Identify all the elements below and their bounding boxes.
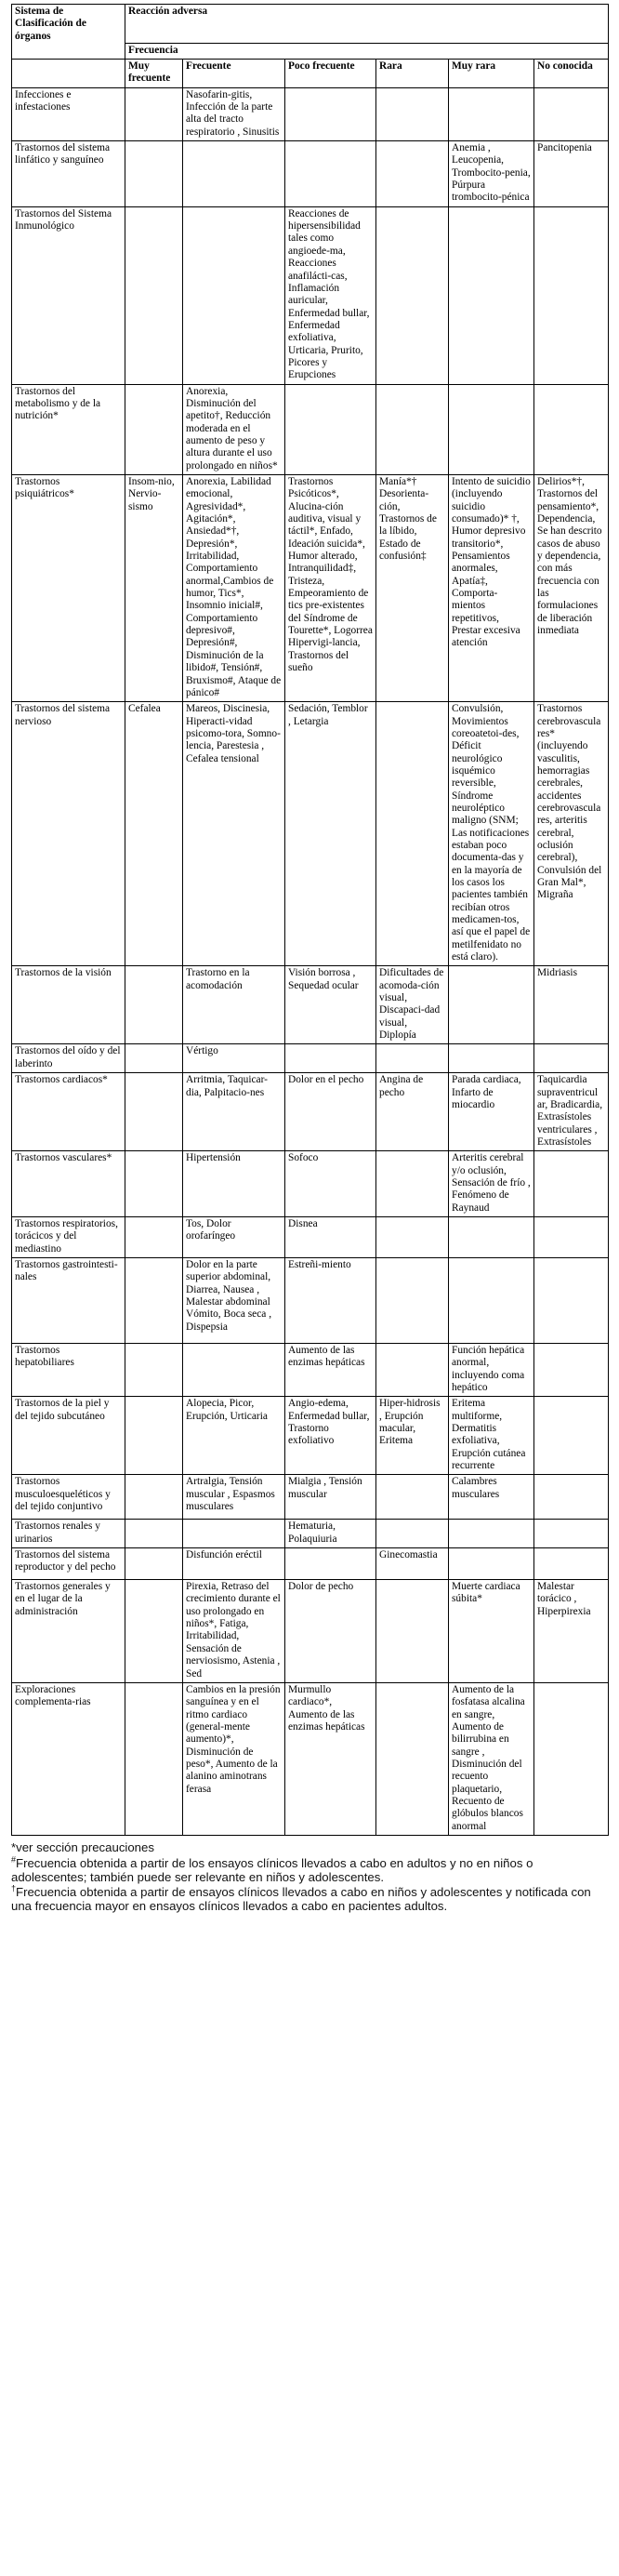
- cell-frecuente: Anorexia, Disminución del apetito†, Reducción moderada en el aumento de peso y altura durante el uso prolongado en niños*: [183, 384, 285, 474]
- cell-no-conocida: [534, 1343, 609, 1396]
- cell-muy-frecuente: [125, 1548, 183, 1580]
- table-row: [12, 1475, 609, 1520]
- cell-muy-rara: Intento de suicidio (incluyendo suicidio consumado)* †, Humor depresivo transitorio*, Pensamientos anormales, Apatía‡, Comporta-mientos repetitivos, Prestar excesiva atención: [449, 475, 534, 702]
- cell-frecuente: Dolor en la parte superior abdominal, Diarrea, Nausea , Malestar abdominal Vómito, Boca seca , Dispepsia: [183, 1257, 285, 1343]
- cell-frecuente: [183, 1343, 285, 1396]
- cell-no-conocida: [534, 87, 609, 140]
- table-row: [12, 475, 609, 702]
- cell-poco-frecuente: Murmullo cardiaco*, Aumento de las enzimas hepáticas: [285, 1682, 376, 1835]
- cell-poco-frecuente: Disnea: [285, 1216, 376, 1257]
- cell-muy-rara: [449, 206, 534, 384]
- table-body: [12, 87, 609, 1835]
- table-row: [12, 1520, 609, 1548]
- cell-muy-frecuente: [125, 1151, 183, 1217]
- cell-no-conocida: [534, 1044, 609, 1073]
- cell-no-conocida: Midriasis: [534, 966, 609, 1044]
- cell-no-conocida: [534, 1257, 609, 1343]
- cell-frecuente: Disfunción eréctil: [183, 1548, 285, 1580]
- cell-poco-frecuente: Angio-edema, Enfermedad bullar, Trastorno exfoliativo: [285, 1397, 376, 1475]
- cell-poco-frecuente: [285, 141, 376, 207]
- cell-no-conocida: [534, 1475, 609, 1520]
- cell-no-conocida: [534, 1151, 609, 1217]
- header-col-rara: Rara: [376, 60, 449, 88]
- cell-muy-rara: [449, 1520, 534, 1548]
- table-row: [12, 384, 609, 474]
- cell-poco-frecuente: Dolor en el pecho: [285, 1073, 376, 1151]
- cell-poco-frecuente: Aumento de las enzimas hepáticas: [285, 1343, 376, 1396]
- header-soc: Sistema de Clasificación de órganos: [12, 5, 125, 60]
- organ-class-cell: Trastornos vasculares*: [12, 1151, 125, 1217]
- cell-muy-frecuente: [125, 206, 183, 384]
- cell-muy-rara: Parada cardiaca, Infarto de miocardio: [449, 1073, 534, 1151]
- footnote-adultos: [11, 1854, 608, 1885]
- cell-rara: [376, 1343, 449, 1396]
- cell-muy-rara: Convulsión, Movimientos coreoatetoi-des, Déficit neurológico isquémico reversible, Síndrome neuroléptico maligno (SNM; Las notificaciones estaban poco documenta-das y en la mayoría de los casos los pacientes también recibían otros medicamen-tos, así que el papel de metilfenidato no está claro).: [449, 702, 534, 966]
- cell-no-conocida: [534, 1682, 609, 1835]
- organ-class-cell: Trastornos hepatobiliares: [12, 1343, 125, 1396]
- cell-poco-frecuente: [285, 384, 376, 474]
- cell-muy-rara: Eritema multiforme, Dermatitis exfoliativa, Erupción cutánea recurrente: [449, 1397, 534, 1475]
- cell-muy-frecuente: [125, 141, 183, 207]
- table-row: [12, 1216, 609, 1257]
- header-col-no-conocida: No conocida: [534, 60, 609, 88]
- organ-class-cell: Trastornos renales y urinarios: [12, 1520, 125, 1548]
- header-empty: [12, 60, 125, 88]
- cell-muy-frecuente: [125, 1580, 183, 1683]
- table-row: [12, 1580, 609, 1683]
- header-frequency: Frecuencia: [125, 43, 609, 59]
- cell-rara: [376, 384, 449, 474]
- cell-muy-frecuente: [125, 384, 183, 474]
- cell-frecuente: Pirexia, Retraso del crecimiento durante el uso prolongado en niños*, Fatiga, Irritabilidad, Sensación de nerviosismo, Astenia , Sed: [183, 1580, 285, 1683]
- header-reaction: Reacción adversa: [125, 5, 609, 44]
- cell-muy-frecuente: [125, 1257, 183, 1343]
- cell-frecuente: [183, 1520, 285, 1548]
- cell-muy-frecuente: [125, 1216, 183, 1257]
- cell-no-conocida: Pancitopenia: [534, 141, 609, 207]
- cell-muy-rara: Anemia , Leucopenia, Trombocito-penia, Púrpura trombocito-pénica: [449, 141, 534, 207]
- cell-frecuente: Alopecia, Picor, Erupción, Urticaria: [183, 1397, 285, 1475]
- organ-class-cell: Trastornos de la visión: [12, 966, 125, 1044]
- cell-muy-rara: [449, 1548, 534, 1580]
- footnote-ninos-text: Frecuencia obtenida a partir de ensayos clínicos llevados a cabo en niños y adolescentes y notificada con una frecuencia mayor en ensayos clínicos llevados a cabo en pacientes adultos.: [11, 1885, 591, 1914]
- cell-rara: Ginecomastia: [376, 1548, 449, 1580]
- cell-frecuente: Hipertensión: [183, 1151, 285, 1217]
- table-row: [12, 206, 609, 384]
- cell-rara: Angina de pecho: [376, 1073, 449, 1151]
- cell-muy-rara: [449, 87, 534, 140]
- header-col-poco-frecuente: Poco frecuente: [285, 60, 376, 88]
- table-row: [12, 1682, 609, 1835]
- footnote-dagger-mark: †: [11, 1883, 17, 1893]
- cell-frecuente: Cambios en la presión sanguínea y en el ritmo cardiaco (general-mente aumento)*, Disminución de peso*, Aumento de la alanino aminotrans ferasa: [183, 1682, 285, 1835]
- organ-class-cell: Trastornos gastrointesti-nales: [12, 1257, 125, 1343]
- cell-muy-rara: Arteritis cerebral y/o oclusión, Sensación de frío , Fenómeno de Raynaud: [449, 1151, 534, 1217]
- cell-rara: Dificultades de acomoda-ción visual, Discapaci-dad visual, Diplopía: [376, 966, 449, 1044]
- header-col-muy-frecuente: Muy frecuente: [125, 60, 183, 88]
- cell-rara: [376, 141, 449, 207]
- table-row: [12, 1397, 609, 1475]
- cell-muy-rara: Función hepática anormal, incluyendo coma hepático: [449, 1343, 534, 1396]
- cell-muy-frecuente: [125, 966, 183, 1044]
- cell-frecuente: Mareos, Discinesia, Hiperacti-vidad psicomo-tora, Somno-lencia, Parestesia , Cefalea tensional: [183, 702, 285, 966]
- organ-class-cell: Exploraciones complementa-rias: [12, 1682, 125, 1835]
- cell-muy-frecuente: Cefalea: [125, 702, 183, 966]
- header-col-muy-rara: Muy rara: [449, 60, 534, 88]
- cell-rara: [376, 206, 449, 384]
- table-row: [12, 702, 609, 966]
- cell-poco-frecuente: [285, 87, 376, 140]
- table-row: [12, 1073, 609, 1151]
- cell-no-conocida: [534, 1397, 609, 1475]
- cell-rara: [376, 1475, 449, 1520]
- footnotes: [11, 1841, 608, 1914]
- footnote-ninos: [11, 1883, 608, 1914]
- cell-no-conocida: Malestar torácico , Hiperpirexia: [534, 1580, 609, 1683]
- organ-class-cell: Trastornos musculoesqueléticos y del tejido conjuntivo: [12, 1475, 125, 1520]
- cell-muy-frecuente: Insom-nio, Nervio-sismo: [125, 475, 183, 702]
- cell-poco-frecuente: Reacciones de hipersensibilidad tales como angioede-ma, Reacciones anafilácti-cas, Inflamación auricular, Enfermedad bullar, Enfermedad exfoliativa, Urticaria, Prurito, Picores y Erupciones: [285, 206, 376, 384]
- cell-rara: [376, 702, 449, 966]
- cell-muy-frecuente: [125, 1475, 183, 1520]
- organ-class-cell: Trastornos respiratorios, torácicos y del mediastino: [12, 1216, 125, 1257]
- cell-muy-rara: [449, 1216, 534, 1257]
- cell-rara: [376, 1257, 449, 1343]
- table-row: [12, 87, 609, 140]
- cell-frecuente: Anorexia, Labilidad emocional, Agresividad*, Agitación*, Ansiedad*†, Depresión*, Irritabilidad, Comportamiento anormal,Cambios de humor, Tics*, Insomnio inicial#, Comportamiento depresivo#, Depresión#, Disminución de la libido#, Tensión#, Bruxismo#, Ataque de pánico#: [183, 475, 285, 702]
- table-row: [12, 141, 609, 207]
- cell-rara: [376, 1520, 449, 1548]
- adverse-reactions-table: [11, 4, 609, 1836]
- cell-poco-frecuente: Hematuria, Polaquiuria: [285, 1520, 376, 1548]
- table-row: [12, 1257, 609, 1343]
- cell-no-conocida: Trastornos cerebrovascula res* (incluyendo vasculitis, hemorragias cerebrales, accidentes cerebrovascula res, arteritis cerebral, oclusión cerebral), Convulsión del Gran Mal*, Migraña: [534, 702, 609, 966]
- cell-rara: [376, 1580, 449, 1683]
- cell-muy-rara: Muerte cardiaca súbita*: [449, 1580, 534, 1683]
- cell-muy-rara: [449, 1044, 534, 1073]
- cell-muy-frecuente: [125, 1397, 183, 1475]
- cell-muy-rara: [449, 966, 534, 1044]
- organ-class-cell: Trastornos del metabolismo y de la nutrición*: [12, 384, 125, 474]
- cell-poco-frecuente: Mialgia , Tensión muscular: [285, 1475, 376, 1520]
- cell-rara: [376, 1682, 449, 1835]
- cell-muy-frecuente: [125, 1073, 183, 1151]
- cell-no-conocida: [534, 1548, 609, 1580]
- cell-no-conocida: [534, 206, 609, 384]
- cell-frecuente: Nasofarin-gitis, Infección de la parte alta del tracto respiratorio , Sinusitis: [183, 87, 285, 140]
- cell-no-conocida: Delirios*†, Trastornos del pensamiento*, Dependencia, Se han descrito casos de abuso y dependencia, con más frecuencia con las formulaciones de liberación inmediata: [534, 475, 609, 702]
- cell-muy-rara: Calambres musculares: [449, 1475, 534, 1520]
- organ-class-cell: Trastornos del Sistema Inmunológico: [12, 206, 125, 384]
- cell-poco-frecuente: [285, 1044, 376, 1073]
- cell-muy-frecuente: [125, 87, 183, 140]
- table-row: [12, 966, 609, 1044]
- cell-poco-frecuente: Dolor de pecho: [285, 1580, 376, 1683]
- cell-poco-frecuente: Sedación, Temblor , Letargia: [285, 702, 376, 966]
- header-columns-row: [12, 60, 609, 88]
- cell-frecuente: Vértigo: [183, 1044, 285, 1073]
- organ-class-cell: Trastornos del sistema nervioso: [12, 702, 125, 966]
- cell-no-conocida: [534, 1520, 609, 1548]
- organ-class-cell: Trastornos generales y en el lugar de la administración: [12, 1580, 125, 1683]
- table-row: [12, 1548, 609, 1580]
- cell-muy-frecuente: [125, 1343, 183, 1396]
- footnote-adultos-text: Frecuencia obtenida a partir de los ensayos clínicos llevados a cabo en adultos y no en niños o adolescentes; también puede ser relevante en niños y adolescentes.: [11, 1855, 533, 1884]
- cell-frecuente: [183, 141, 285, 207]
- cell-poco-frecuente: Sofoco: [285, 1151, 376, 1217]
- cell-no-conocida: Taquicardia supraventricul ar, Bradicardia, Extrasístoles ventriculares , Extrasístoles: [534, 1073, 609, 1151]
- cell-poco-frecuente: Visión borrosa , Sequedad ocular: [285, 966, 376, 1044]
- organ-class-cell: Infecciones e infestaciones: [12, 87, 125, 140]
- organ-class-cell: Trastornos cardiacos*: [12, 1073, 125, 1151]
- table-row: [12, 1151, 609, 1217]
- organ-class-cell: Trastornos psiquiátricos*: [12, 475, 125, 702]
- cell-frecuente: Tos, Dolor orofaríngeo: [183, 1216, 285, 1257]
- cell-frecuente: [183, 206, 285, 384]
- header-col-frecuente: Frecuente: [183, 60, 285, 88]
- footnote-hash-mark: #: [11, 1854, 17, 1865]
- cell-poco-frecuente: Estreñi-miento: [285, 1257, 376, 1343]
- organ-class-cell: Trastornos del oído y del laberinto: [12, 1044, 125, 1073]
- organ-class-cell: Trastornos de la piel y del tejido subcutáneo: [12, 1397, 125, 1475]
- organ-class-cell: Trastornos del sistema linfático y sanguíneo: [12, 141, 125, 207]
- cell-rara: [376, 1216, 449, 1257]
- cell-rara: [376, 1151, 449, 1217]
- cell-muy-rara: [449, 384, 534, 474]
- cell-rara: [376, 1044, 449, 1073]
- cell-poco-frecuente: Trastornos Psicóticos*, Alucina-ción auditiva, visual y táctil*, Enfado, Ideación suicida*, Humor alterado, Intranquilidad‡, Tristeza, Empeoramiento de tics pre-existentes del Síndrome de Tourette*, Logorrea Hipervigi-lancia, Trastornos del sueño: [285, 475, 376, 702]
- cell-muy-rara: Aumento de la fosfatasa alcalina en sangre, Aumento de bilirrubina en sangre , Disminución del recuento plaquetario, Recuento de glóbulos blancos anormal: [449, 1682, 534, 1835]
- cell-muy-frecuente: [125, 1682, 183, 1835]
- cell-frecuente: Artralgia, Tensión muscular , Espasmos musculares: [183, 1475, 285, 1520]
- cell-frecuente: Arritmia, Taquicar-dia, Palpitacio-nes: [183, 1073, 285, 1151]
- cell-no-conocida: [534, 384, 609, 474]
- footnote-precauciones: *ver sección precauciones: [11, 1839, 154, 1854]
- cell-muy-frecuente: [125, 1520, 183, 1548]
- cell-rara: Hiper-hidrosis , Erupción macular, Eritema: [376, 1397, 449, 1475]
- cell-rara: Manía*† Desorienta-ción, Trastornos de la líbido, Estado de confusión‡: [376, 475, 449, 702]
- cell-muy-frecuente: [125, 1044, 183, 1073]
- header-row-1: [12, 5, 609, 44]
- cell-frecuente: Trastorno en la acomodación: [183, 966, 285, 1044]
- cell-poco-frecuente: [285, 1548, 376, 1580]
- table-row: [12, 1343, 609, 1396]
- cell-rara: [376, 87, 449, 140]
- cell-no-conocida: [534, 1216, 609, 1257]
- table-row: [12, 1044, 609, 1073]
- cell-muy-rara: [449, 1257, 534, 1343]
- document: [11, 4, 608, 1916]
- organ-class-cell: Trastornos del sistema reproductor y del pecho: [12, 1548, 125, 1580]
